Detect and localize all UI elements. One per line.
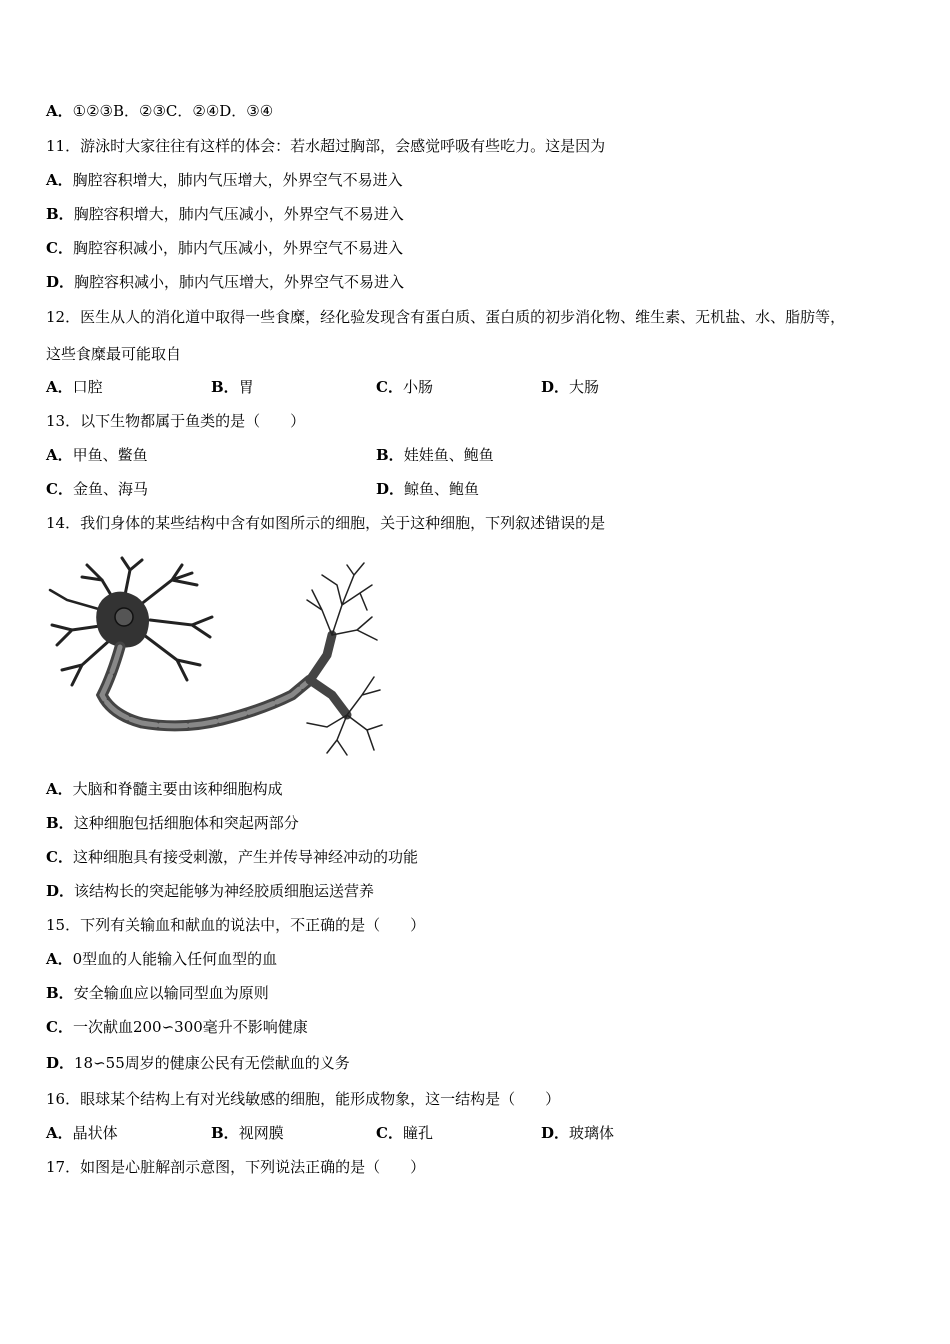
q13-stem: 13．以下生物都属于鱼类的是（ ） — [46, 412, 306, 430]
q16-option-c: C．瞳孔 — [376, 1124, 433, 1142]
q11-option-d: D．胸腔容积减小，肺内气压增大，外界空气不易进入 — [46, 273, 405, 291]
q12-option-c: C．小肠 — [376, 378, 433, 396]
q13-option-c: C．金鱼、海马 — [46, 480, 148, 498]
q10-options: A．①②③B．②③C．②④D．③④ — [46, 102, 274, 120]
q17-stem: 17．如图是心脏解剖示意图，下列说法正确的是（ ） — [46, 1158, 426, 1176]
q16-option-b: B．视网膜 — [211, 1124, 284, 1142]
q14-stem: 14．我们身体的某些结构中含有如图所示的细胞，关于这种细胞，下列叙述错误的是 — [46, 514, 606, 532]
q15-option-d: D．18∽55周岁的健康公民有无偿献血的义务 — [46, 1054, 350, 1072]
q14-option-a: A．大脑和脊髓主要由该种细胞构成 — [46, 780, 283, 798]
q11-stem: 11．游泳时大家往往有这样的体会：若水超过胸部，会感觉呼吸有些吃力。这是因为 — [46, 137, 606, 155]
q11-option-c: C．胸腔容积减小，肺内气压减小，外界空气不易进入 — [46, 239, 403, 257]
neuron-figure — [42, 555, 387, 760]
q15-option-b: B．安全输血应以输同型血为原则 — [46, 984, 269, 1002]
q12-stem: 12．医生从人的消化道中取得一些食糜，经化验发现含有蛋白质、蛋白质的初步消化物、维生素、无机盐、水、脂肪等， — [46, 308, 846, 326]
q12-stem-cont: 这些食糜最可能取自 — [46, 345, 182, 363]
q13-option-a: A．甲鱼、鳖鱼 — [46, 446, 148, 464]
q12-option-d: D．大肠 — [541, 378, 600, 396]
q14-option-c: C．这种细胞具有接受刺激，产生并传导神经冲动的功能 — [46, 848, 418, 866]
q16-stem: 16．眼球某个结构上有对光线敏感的细胞，能形成物象，这一结构是（ ） — [46, 1090, 561, 1108]
q11-option-a: A．胸腔容积增大，肺内气压增大，外界空气不易进入 — [46, 171, 403, 189]
q15-stem: 15．下列有关输血和献血的说法中，不正确的是（ ） — [46, 916, 426, 934]
q16-option-d: D．玻璃体 — [541, 1124, 615, 1142]
q11-option-b: B．胸腔容积增大，肺内气压减小，外界空气不易进入 — [46, 205, 404, 223]
q13-option-d: D．鲸鱼、鲍鱼 — [376, 480, 480, 498]
q14-option-b: B．这种细胞包括细胞体和突起两部分 — [46, 814, 299, 832]
q16-option-a: A．晶状体 — [46, 1124, 118, 1142]
q12-option-a: A．口腔 — [46, 378, 103, 396]
q15-option-a: A．0型血的人能输入任何血型的血 — [46, 950, 278, 968]
q13-option-b: B．娃娃鱼、鲍鱼 — [376, 446, 494, 464]
q12-option-b: B．胃 — [211, 378, 254, 396]
q15-option-c: C．一次献血200∽300毫升不影响健康 — [46, 1018, 308, 1036]
q14-option-d: D．该结构长的突起能够为神经胶质细胞运送营养 — [46, 882, 375, 900]
